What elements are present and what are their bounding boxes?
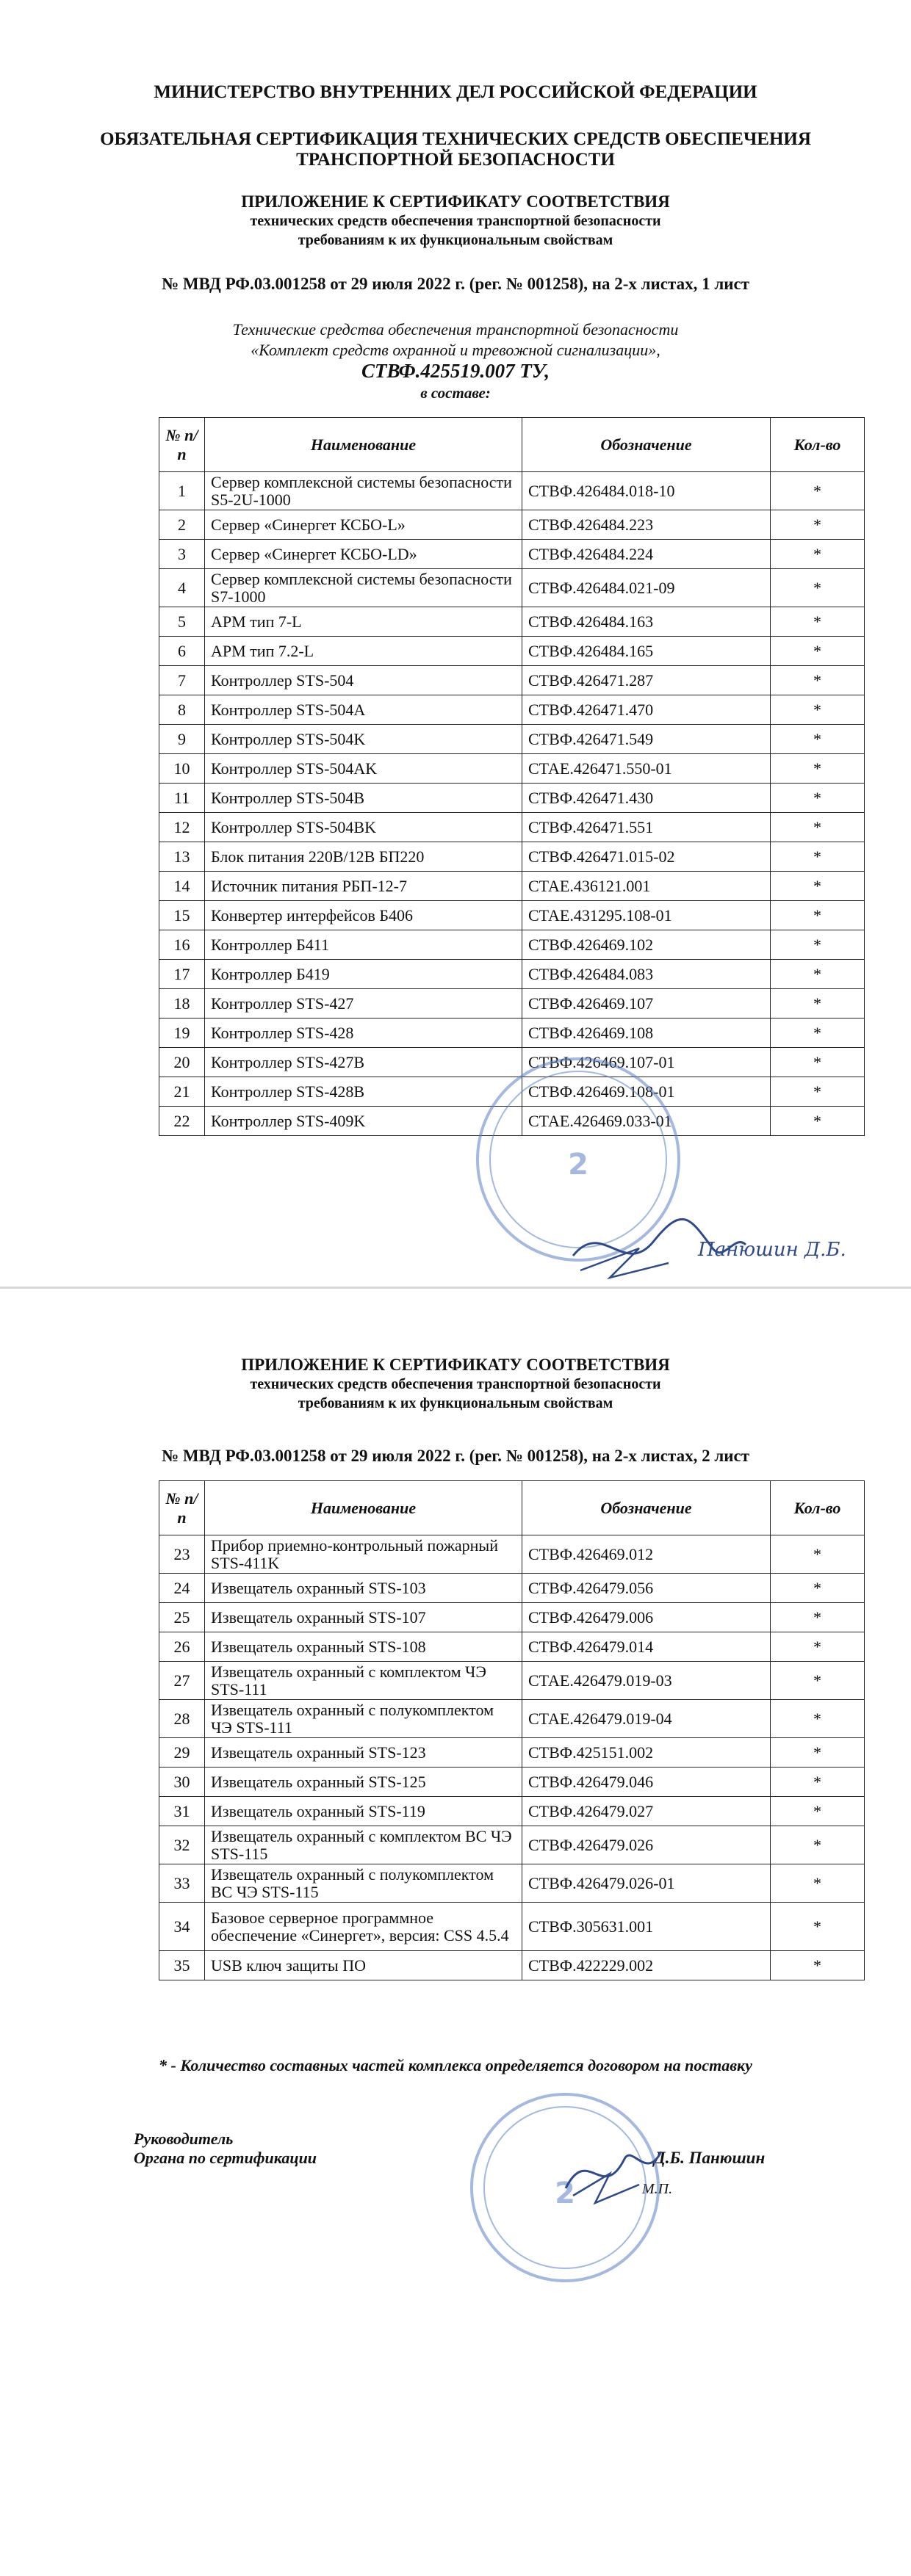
row-designation: СТАЕ.426479.019-03 <box>522 1662 771 1700</box>
row-quantity: * <box>771 1797 865 1826</box>
row-number: 1 <box>159 472 205 510</box>
row-designation: СТВФ.426484.083 <box>522 960 771 989</box>
certificate-number-line: № МВД РФ.03.001258 от 29 июля 2022 г. (рег. № 001258), на 2-х листах, 1 лист <box>161 275 749 293</box>
table-row <box>159 754 865 784</box>
row-designation: СТВФ.426484.021-09 <box>522 569 771 607</box>
row-quantity: * <box>771 1768 865 1797</box>
table-row <box>159 725 865 754</box>
row-name: Извещатель охранный STS-108 <box>205 1632 522 1662</box>
table-row <box>159 569 865 607</box>
row-quantity: * <box>771 1738 865 1768</box>
table-row <box>159 1768 865 1797</box>
row-quantity: * <box>771 842 865 872</box>
row-quantity: * <box>771 1700 865 1738</box>
row-quantity: * <box>771 607 865 637</box>
row-designation: СТВФ.426471.549 <box>522 725 771 754</box>
row-name: Блок питания 220В/12В БП220 <box>205 842 522 872</box>
row-name: Сервер «Синергет КСБО-LD» <box>205 540 522 569</box>
row-designation: СТВФ.426484.223 <box>522 510 771 540</box>
table-row <box>159 842 865 872</box>
table-row <box>159 540 865 569</box>
row-designation: СТВФ.426471.551 <box>522 813 771 842</box>
row-name: Контроллер STS-428B <box>205 1077 522 1107</box>
table-row <box>159 637 865 666</box>
row-name: Извещатель охранный STS-107 <box>205 1603 522 1632</box>
row-designation: СТВФ.426479.014 <box>522 1632 771 1662</box>
components-table-2 <box>159 1480 865 1980</box>
row-quantity: * <box>771 1951 865 1980</box>
table-row <box>159 1535 865 1574</box>
table-row <box>159 1632 865 1662</box>
table-row <box>159 1603 865 1632</box>
row-designation: СТВФ.426469.107-01 <box>522 1048 771 1077</box>
row-number: 19 <box>159 1019 205 1048</box>
row-name: USB ключ защиты ПО <box>205 1951 522 1980</box>
row-number: 23 <box>159 1535 205 1574</box>
table-row <box>159 510 865 540</box>
row-number: 33 <box>159 1864 205 1903</box>
row-designation: СТВФ.422229.002 <box>522 1951 771 1980</box>
row-number: 9 <box>159 725 205 754</box>
col-header-designation: Обозначение <box>522 418 771 472</box>
row-name: Извещатель охранный с полукомплектом ВС ЧЭ STS-115 <box>205 1864 522 1903</box>
row-number: 22 <box>159 1107 205 1136</box>
row-quantity: * <box>771 960 865 989</box>
row-designation: СТВФ.426484.163 <box>522 607 771 637</box>
product-line1: Технические средства обеспечения транспортной безопасности <box>232 320 679 339</box>
table-row <box>159 930 865 960</box>
table-row <box>159 1951 865 1980</box>
row-quantity: * <box>771 666 865 695</box>
row-name: Контроллер Б411 <box>205 930 522 960</box>
system-title-line1: ОБЯЗАТЕЛЬНАЯ СЕРТИФИКАЦИЯ ТЕХНИЧЕСКИХ СРЕДСТВ ОБЕСПЕЧЕНИЯ <box>100 129 811 149</box>
row-quantity: * <box>771 695 865 725</box>
row-quantity: * <box>771 989 865 1019</box>
head-name: Д.Б. Панюшин <box>654 2149 766 2167</box>
table-row <box>159 1864 865 1903</box>
annex-subtitle-line1: технических средств обеспечения транспортной безопасности <box>250 213 661 229</box>
row-quantity: * <box>771 1864 865 1903</box>
row-name: Базовое серверное программное обеспечение «Синергет», версия: CSS 4.5.4 <box>205 1903 522 1951</box>
col-header-designation: Обозначение <box>522 1481 771 1535</box>
row-name: Контроллер STS-427B <box>205 1048 522 1077</box>
row-quantity: * <box>771 1826 865 1864</box>
row-designation: СТВФ.426471.287 <box>522 666 771 695</box>
row-name: Контроллер STS-427 <box>205 989 522 1019</box>
row-quantity: * <box>771 569 865 607</box>
row-designation: СТВФ.426469.012 <box>522 1535 771 1574</box>
row-quantity: * <box>771 510 865 540</box>
row-number: 4 <box>159 569 205 607</box>
handwritten-signature-icon <box>558 1204 846 1285</box>
row-name: Извещатель охранный STS-125 <box>205 1768 522 1797</box>
row-number: 10 <box>159 754 205 784</box>
row-name: Конвертер интерфейсов Б406 <box>205 901 522 930</box>
annex-title: ПРИЛОЖЕНИЕ К СЕРТИФИКАТУ СООТВЕТСТВИЯ <box>241 192 670 211</box>
row-name: Контроллер STS-504B <box>205 784 522 813</box>
signature-script: Панюшин Д.Б. <box>698 1239 846 1261</box>
row-quantity: * <box>771 1535 865 1574</box>
row-number: 8 <box>159 695 205 725</box>
row-designation: СТАЕ.426471.550-01 <box>522 754 771 784</box>
row-number: 12 <box>159 813 205 842</box>
row-designation: СТВФ.426479.046 <box>522 1768 771 1797</box>
table-row <box>159 901 865 930</box>
row-name: Контроллер STS-409K <box>205 1107 522 1136</box>
row-designation: СТВФ.426484.165 <box>522 637 771 666</box>
head-title-line2: Органа по сертификации <box>134 2149 317 2167</box>
table-row <box>159 813 865 842</box>
table-row <box>159 695 865 725</box>
table-row <box>159 1797 865 1826</box>
row-quantity: * <box>771 1662 865 1700</box>
row-number: 24 <box>159 1574 205 1603</box>
row-number: 27 <box>159 1662 205 1700</box>
row-name: Контроллер STS-504K <box>205 725 522 754</box>
table-header-row <box>159 418 865 472</box>
row-name: Извещатель охранный STS-123 <box>205 1738 522 1768</box>
row-quantity: * <box>771 784 865 813</box>
ministry-title: МИНИСТЕРСТВО ВНУТРЕННИХ ДЕЛ РОССИЙСКОЙ ФЕДЕРАЦИИ <box>154 82 757 102</box>
row-quantity: * <box>771 1077 865 1107</box>
row-name: Контроллер STS-428 <box>205 1019 522 1048</box>
row-quantity: * <box>771 754 865 784</box>
row-name: Сервер «Синергет КСБО-L» <box>205 510 522 540</box>
row-designation: СТВФ.426479.026-01 <box>522 1864 771 1903</box>
row-designation: СТВФ.425151.002 <box>522 1738 771 1768</box>
quantity-footnote: * - Количество составных частей комплекса определяется договором на поставку <box>159 2056 752 2074</box>
row-number: 32 <box>159 1826 205 1864</box>
row-number: 13 <box>159 842 205 872</box>
row-quantity: * <box>771 930 865 960</box>
row-name: Сервер комплексной системы безопасности S7-1000 <box>205 569 522 607</box>
certificate-annex-sheet-1 <box>0 0 911 1285</box>
product-code: СТВФ.425519.007 ТУ, <box>361 360 550 382</box>
row-quantity: * <box>771 1019 865 1048</box>
annex-subtitle-2-line1: технических средств обеспечения транспортной безопасности <box>250 1376 661 1392</box>
row-name: Контроллер STS-504A <box>205 695 522 725</box>
row-designation: СТВФ.426469.108-01 <box>522 1077 771 1107</box>
row-number: 17 <box>159 960 205 989</box>
page-separator <box>0 1287 911 1289</box>
row-name: Прибор приемно-контрольный пожарный STS-411K <box>205 1535 522 1574</box>
table-row <box>159 607 865 637</box>
row-designation: СТВФ.426469.107 <box>522 989 771 1019</box>
row-number: 26 <box>159 1632 205 1662</box>
row-number: 30 <box>159 1768 205 1797</box>
row-quantity: * <box>771 540 865 569</box>
row-quantity: * <box>771 1603 865 1632</box>
system-title-line2: ТРАНСПОРТНОЙ БЕЗОПАСНОСТИ <box>296 150 615 170</box>
row-quantity: * <box>771 872 865 901</box>
row-name: АРМ тип 7.2-L <box>205 637 522 666</box>
row-designation: СТАЕ.431295.108-01 <box>522 901 771 930</box>
stamp-number: 2 <box>555 2177 575 2210</box>
row-number: 16 <box>159 930 205 960</box>
row-designation: СТВФ.426479.027 <box>522 1797 771 1826</box>
handwritten-signature-2-icon <box>558 2122 676 2210</box>
table-body <box>159 1535 865 1980</box>
composition-label: в составе: <box>420 384 491 402</box>
table-row <box>159 1048 865 1077</box>
row-number: 20 <box>159 1048 205 1077</box>
product-line2: «Комплект средств охранной и тревожной сигнализации», <box>251 341 660 359</box>
table-row <box>159 1903 865 1951</box>
row-number: 2 <box>159 510 205 540</box>
row-number: 11 <box>159 784 205 813</box>
table-row <box>159 1700 865 1738</box>
row-number: 5 <box>159 607 205 637</box>
row-number: 34 <box>159 1903 205 1951</box>
table-row <box>159 989 865 1019</box>
certificate-number-line-2: № МВД РФ.03.001258 от 29 июля 2022 г. (рег. № 001258), на 2-х листах, 2 лист <box>161 1447 749 1465</box>
col-header-num: № п/п <box>159 1481 205 1535</box>
row-name: Извещатель охранный с комплектом ЧЭ STS-111 <box>205 1662 522 1700</box>
row-number: 29 <box>159 1738 205 1768</box>
stamp-number: 2 <box>568 1147 588 1182</box>
table-row <box>159 872 865 901</box>
row-designation: СТВФ.426469.102 <box>522 930 771 960</box>
col-header-num: № п/п <box>159 418 205 472</box>
row-name: Контроллер STS-504BK <box>205 813 522 842</box>
row-designation: СТВФ.426471.015-02 <box>522 842 771 872</box>
row-name: Извещатель охранный STS-119 <box>205 1797 522 1826</box>
table-body <box>159 472 865 1136</box>
row-quantity: * <box>771 637 865 666</box>
col-header-qty: Кол-во <box>771 1481 865 1535</box>
row-designation: СТВФ.426471.470 <box>522 695 771 725</box>
table-row <box>159 960 865 989</box>
row-name: Извещатель охранный с полукомплектом ЧЭ STS-111 <box>205 1700 522 1738</box>
head-title-line1: Руководитель <box>134 2130 234 2148</box>
col-header-name: Наименование <box>205 1481 522 1535</box>
col-header-name: Наименование <box>205 418 522 472</box>
table-row <box>159 666 865 695</box>
row-designation: СТВФ.426484.224 <box>522 540 771 569</box>
row-number: 18 <box>159 989 205 1019</box>
row-name: Контроллер STS-504AK <box>205 754 522 784</box>
row-number: 15 <box>159 901 205 930</box>
row-name: Сервер комплексной системы безопасности S5-2U-1000 <box>205 472 522 510</box>
table-row <box>159 1826 865 1864</box>
row-number: 31 <box>159 1797 205 1826</box>
annex-subtitle-2-line2: требованиям к их функциональным свойствам <box>298 1395 613 1411</box>
row-designation: СТВФ.426484.018-10 <box>522 472 771 510</box>
row-quantity: * <box>771 472 865 510</box>
row-quantity: * <box>771 1574 865 1603</box>
row-quantity: * <box>771 1632 865 1662</box>
components-table-1 <box>159 417 865 1136</box>
table-row <box>159 1019 865 1048</box>
annex-title-2: ПРИЛОЖЕНИЕ К СЕРТИФИКАТУ СООТВЕТСТВИЯ <box>241 1356 670 1374</box>
row-designation: СТВФ.426479.026 <box>522 1826 771 1864</box>
table-row <box>159 472 865 510</box>
row-name: Контроллер STS-504 <box>205 666 522 695</box>
row-name: Извещатель охранный STS-103 <box>205 1574 522 1603</box>
row-name: АРМ тип 7-L <box>205 607 522 637</box>
seal-place-label: М.П. <box>642 2181 673 2197</box>
annex-subtitle-line2: требованиям к их функциональным свойствам <box>298 232 613 248</box>
row-name: Источник питания РБП-12-7 <box>205 872 522 901</box>
row-designation: СТВФ.426479.006 <box>522 1603 771 1632</box>
row-name: Извещатель охранный с комплектом ВС ЧЭ STS-115 <box>205 1826 522 1864</box>
table-row <box>159 1662 865 1700</box>
row-number: 28 <box>159 1700 205 1738</box>
row-quantity: * <box>771 901 865 930</box>
row-number: 21 <box>159 1077 205 1107</box>
row-quantity: * <box>771 725 865 754</box>
table-row <box>159 1574 865 1603</box>
certificate-annex-sheet-2 <box>0 1292 911 2576</box>
row-name: Контроллер Б419 <box>205 960 522 989</box>
table-row <box>159 784 865 813</box>
row-quantity: * <box>771 1048 865 1077</box>
row-number: 6 <box>159 637 205 666</box>
row-designation: СТВФ.305631.001 <box>522 1903 771 1951</box>
row-number: 35 <box>159 1951 205 1980</box>
row-number: 3 <box>159 540 205 569</box>
row-designation: СТАЕ.436121.001 <box>522 872 771 901</box>
col-header-qty: Кол-во <box>771 418 865 472</box>
table-header-row <box>159 1481 865 1535</box>
row-designation: СТАЕ.426469.033-01 <box>522 1107 771 1136</box>
row-quantity: * <box>771 1903 865 1951</box>
table-row <box>159 1738 865 1768</box>
row-quantity: * <box>771 1107 865 1136</box>
row-quantity: * <box>771 813 865 842</box>
row-designation: СТАЕ.426479.019-04 <box>522 1700 771 1738</box>
row-number: 14 <box>159 872 205 901</box>
row-designation: СТВФ.426469.108 <box>522 1019 771 1048</box>
row-number: 25 <box>159 1603 205 1632</box>
row-designation: СТВФ.426479.056 <box>522 1574 771 1603</box>
row-number: 7 <box>159 666 205 695</box>
row-designation: СТВФ.426471.430 <box>522 784 771 813</box>
